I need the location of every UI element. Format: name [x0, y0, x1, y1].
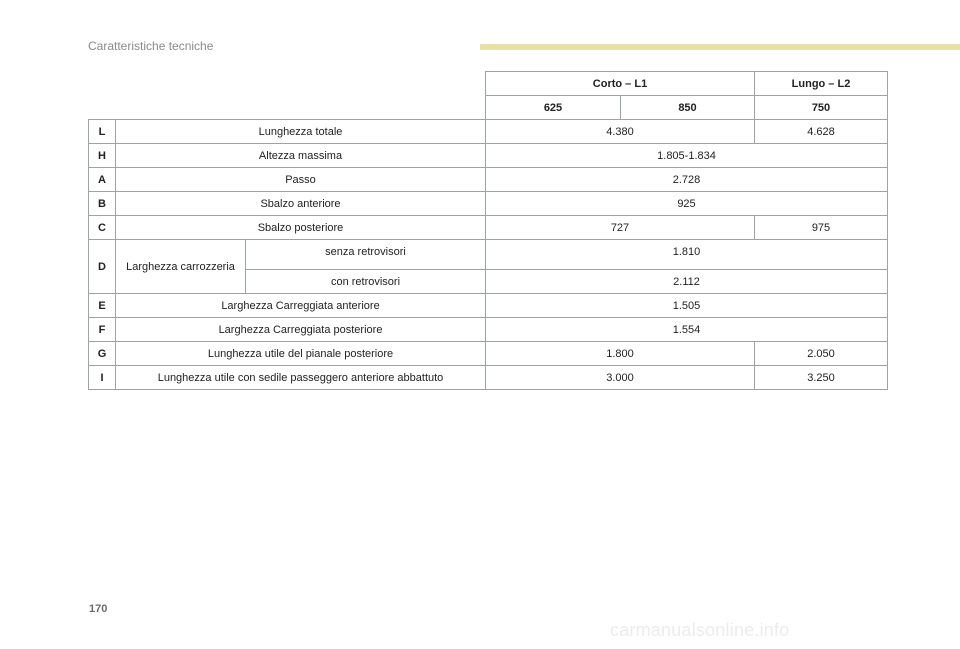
row-sublabel: con retrovisori: [246, 270, 486, 294]
table-row: [89, 240, 888, 270]
row-label: Altezza massima: [116, 144, 486, 168]
row-value-l1: 4.380: [486, 120, 755, 144]
section-title: Caratteristiche tecniche: [88, 39, 214, 53]
page-number: 170: [89, 603, 108, 615]
row-code: C: [89, 216, 116, 240]
table-row: [89, 366, 888, 390]
row-code: H: [89, 144, 116, 168]
subheader-750: 750: [755, 96, 888, 120]
row-value-l2: 975: [755, 216, 888, 240]
row-value: 925: [486, 192, 888, 216]
row-value-l2: 3.250: [755, 366, 888, 390]
row-value-l1: 727: [486, 216, 755, 240]
table-row: [89, 192, 888, 216]
subheader-625: 625: [486, 96, 621, 120]
table-row: [89, 294, 888, 318]
row-label: Sbalzo anteriore: [116, 192, 486, 216]
row-value-l1: 3.000: [486, 366, 755, 390]
table-header-row: [89, 72, 888, 96]
table-row: [89, 216, 888, 240]
row-code: B: [89, 192, 116, 216]
watermark: carmanualsonline.info: [610, 620, 790, 640]
header-accent-bar: [480, 44, 960, 50]
table-row: [89, 318, 888, 342]
table-subheader-row: [89, 96, 888, 120]
subheader-850: 850: [621, 96, 755, 120]
row-label: Lunghezza totale: [116, 120, 486, 144]
row-label: Lunghezza utile con sedile passeggero anteriore abbattuto: [116, 366, 486, 390]
row-value-l2: 2.050: [755, 342, 888, 366]
table-row: [89, 144, 888, 168]
row-code: I: [89, 366, 116, 390]
header-lungo-l2: Lungo – L2: [755, 72, 888, 96]
row-label: Larghezza carrozzeria: [116, 240, 246, 294]
row-value: 2.728: [486, 168, 888, 192]
row-value: 1.554: [486, 318, 888, 342]
row-label: Larghezza Carreggiata posteriore: [116, 318, 486, 342]
table-row: [89, 120, 888, 144]
row-code: L: [89, 120, 116, 144]
row-value-l1: 1.800: [486, 342, 755, 366]
row-value: 1.805-1.834: [486, 144, 888, 168]
row-code: D: [89, 240, 116, 294]
row-value: 1.810: [486, 240, 888, 270]
table-row: [89, 168, 888, 192]
row-code: E: [89, 294, 116, 318]
row-value: 2.112: [486, 270, 888, 294]
row-value-l2: 4.628: [755, 120, 888, 144]
row-code: A: [89, 168, 116, 192]
row-label: Passo: [116, 168, 486, 192]
row-label: Larghezza Carreggiata anteriore: [116, 294, 486, 318]
header-corto-l1: Corto – L1: [486, 72, 755, 96]
row-code: F: [89, 318, 116, 342]
row-code: G: [89, 342, 116, 366]
row-label: Lunghezza utile del pianale posteriore: [116, 342, 486, 366]
row-value: 1.505: [486, 294, 888, 318]
row-label: Sbalzo posteriore: [116, 216, 486, 240]
dimensions-table: [88, 71, 888, 390]
row-sublabel: senza retrovisori: [246, 240, 486, 270]
table-row: [89, 342, 888, 366]
